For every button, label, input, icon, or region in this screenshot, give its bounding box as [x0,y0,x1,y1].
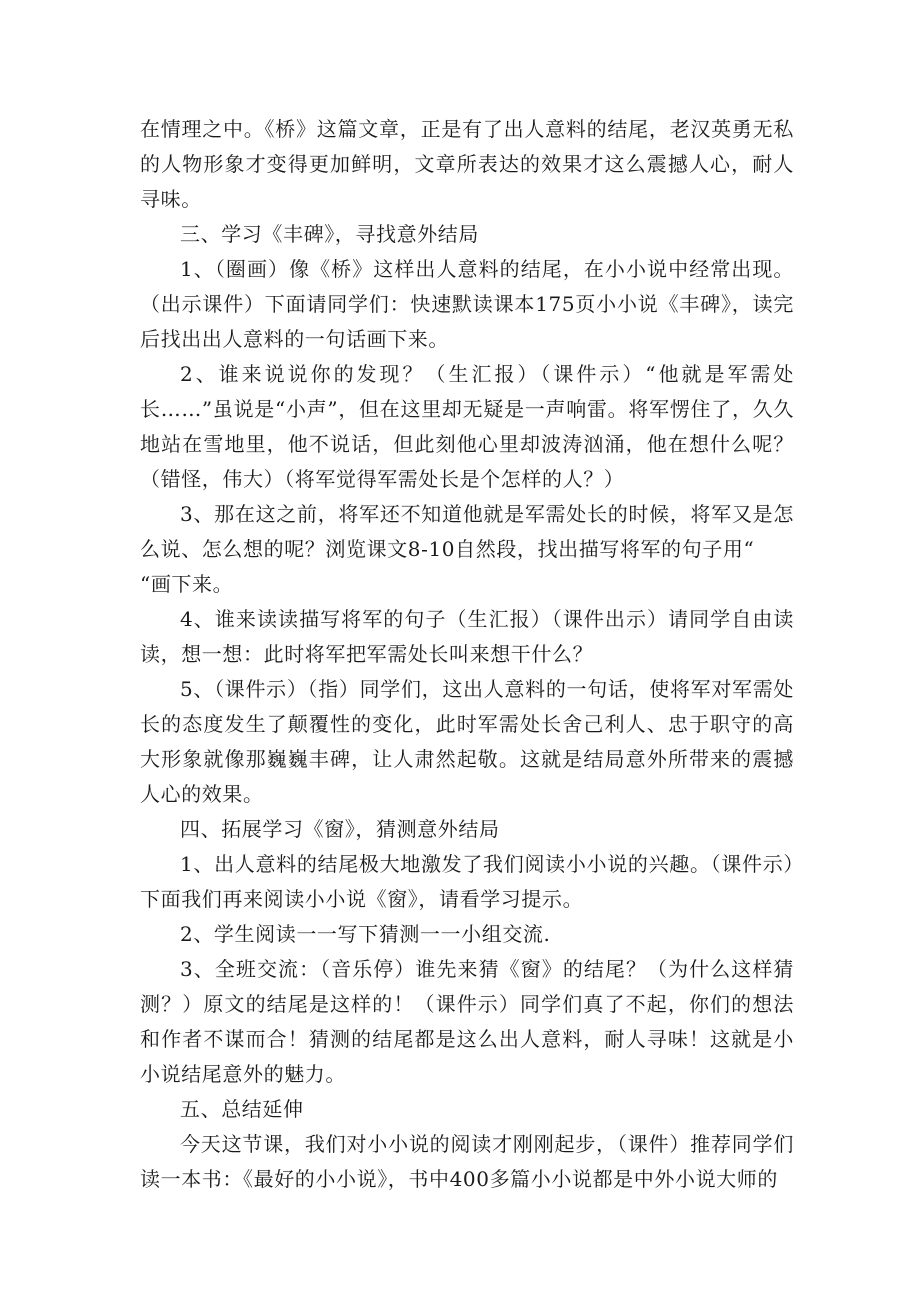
paragraph-5-1: 今天这节课，我们对小小说的阅读才刚刚起步，（课件）推荐同学们读一本书：《最好的小小说》，书中400多篇小小说都是中外小说大师的 [140,1132,794,1191]
paragraph-3-4: 4、谁来读读描写将军的句子（生汇报）（课件出示）请同学自由读读，想一想：此时将军把军需处长叫来想干什么？ [140,607,794,666]
section-heading-3: 三、学习《丰碑》，寻找意外结局 [180,222,479,246]
paragraph-3-3-tail: “画下来。 [140,572,234,596]
paragraph-3-3: 3、那在这之前，将军还不知道他就是军需处长的时候，将军又是怎么说、怎么想的呢？浏览课文8-10自然段，找出描写将军的句子用“ [140,502,794,561]
section-heading-5: 五、总结延伸 [180,1097,304,1121]
section-heading-4: 四、拓展学习《窗》，猜测意外结局 [180,817,500,841]
paragraph-continuation: 在情理之中。《桥》这篇文章，正是有了出人意料的结尾，老汉英勇无私的人物形象才变得更加鲜明，文章所表达的效果才这么震撼人心，耐人寻味。 [140,117,794,211]
paragraph-4-1: 1、出人意料的结尾极大地激发了我们阅读小小说的兴趣。（课件示）下面我们再来阅读小小说《窗》，请看学习提示。 [140,852,794,911]
paragraph-4-2: 2、学生阅读一一写下猜测一一小组交流. [180,922,551,946]
paragraph-4-3: 3、全班交流：（音乐停）谁先来猜《窗》的结尾？（为什么这样猜测？）原文的结尾是这样的！（课件示）同学们真了不起，你们的想法和作者不谋而合！猜测的结尾都是这么出人意料，耐人寻味！这就是小小说结尾意外的魅力。 [140,957,794,1086]
paragraph-3-2: 2、谁来说说你的发现？（生汇报）（课件示）“他就是军需处长……”虽说是“小声”，但在这里却无疑是一声响雷。将军愣住了，久久地站在雪地里，他不说话，但此刻他心里却波涛汹涌，他在想什么呢？（错怪，伟大）（将军觉得军需处长是个怎样的人？） [140,362,794,491]
document-body [140,112,794,1197]
paragraph-3-1: 1、（圈画）像《桥》这样出人意料的结尾，在小小说中经常出现。（出示课件）下面请同学们：快速默读课本175页小小说《丰碑》，读完后找出出人意料的一句话画下来。 [140,257,794,351]
paragraph-3-5: 5、（课件示）（指）同学们，这出人意料的一句话，使将军对军需处长的态度发生了颠覆性的变化，此时军需处长舍己利人、忠于职守的高大形象就像那巍巍丰碑，让人肃然起敬。这就是结局意外所带来的震撼人心的效果。 [140,677,794,806]
